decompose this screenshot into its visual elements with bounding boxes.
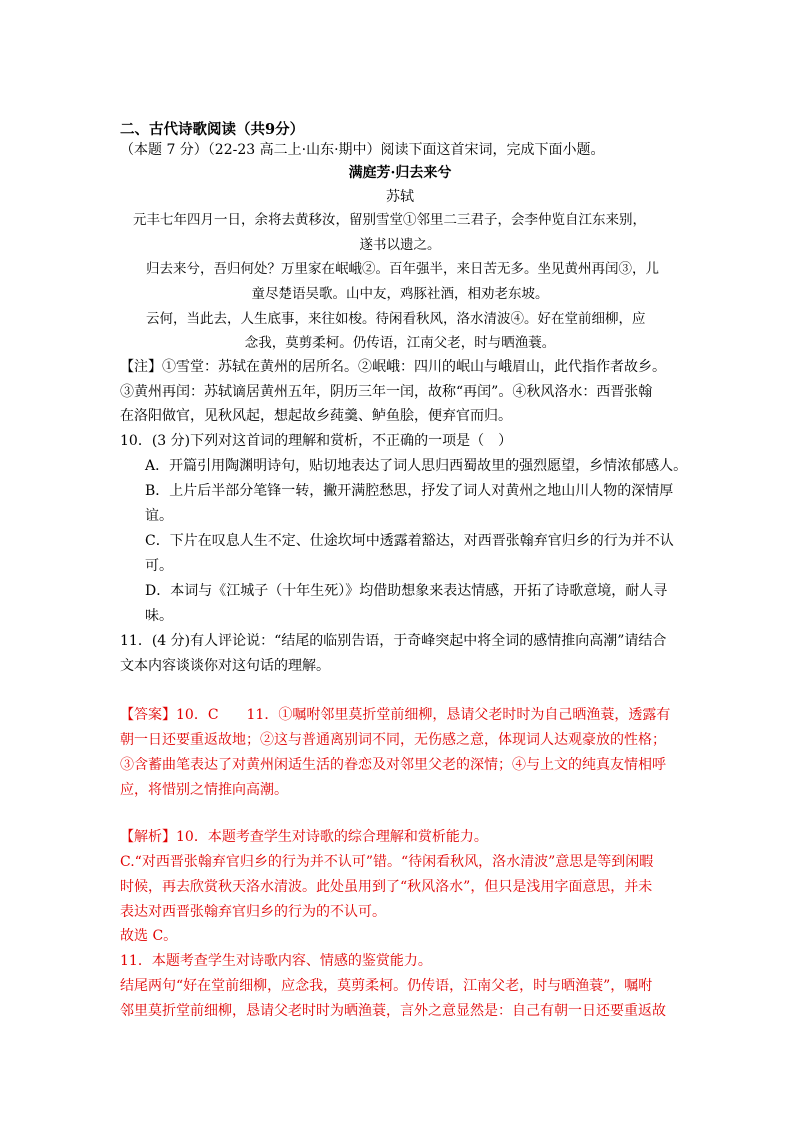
poem-stanza2-line: 云何，当此去，人生底事，来往如梭。待闲看秋风，洛水清波④。好在堂前细柳，应: [146, 311, 646, 327]
analysis-line: 表达对西晋张翰弃官归乡的行为的不认可。: [120, 904, 386, 920]
poem-stanza1-line: 童尽楚语吴歌。山中友，鸡豚社酒，相劝老东坡。: [251, 286, 549, 302]
question-10-option-b: B．上片后半部分笔锋一转，撇开满腔愁思，抒发了词人对黄州之地山川人物的深情厚: [145, 483, 674, 499]
section-heading: 二、古代诗歌阅读（共9分）: [120, 121, 305, 138]
answer-line: 应，将惜别之情推向高潮。: [120, 782, 288, 798]
answer-line: ③含蓄曲笔表达了对黄州闲适生活的眷恋及对邻里父老的深情；④与上文的纯真友情相呼: [120, 757, 666, 773]
poem-preface-line: 元丰七年四月一日，余将去黄移汝，留别雪堂①邻里二三君子，会李仲览自江东来别，: [133, 212, 646, 228]
note-line: 【注】①雪堂：苏轼在黄州的居所名。②岷峨：四川的岷山与峨眉山，此代指作者故乡。: [120, 359, 666, 375]
poem-stanza1-line: 归去来兮，吾归何处？万里家在岷峨②。百年强半，来日苦无多。坐见黄州再闰③，儿: [146, 261, 659, 277]
question-10-option-d: D．本词与《江城子（十年生死）》均借助想象来表达情感，开拓了诗歌意境，耐人寻: [145, 583, 668, 599]
question-10-option-d-cont: 味。: [145, 608, 173, 624]
analysis-line: 11．本题考查学生对诗歌内容、情感的鉴赏能力。: [120, 953, 432, 969]
note-line: ③黄州再闰：苏轼谪居黄州五年，阴历三年一闰，故称“再闰”。④秋风洛水：西晋张翰: [120, 384, 653, 400]
analysis-line: 时候，再去欣赏秋天洛水清波。此处虽用到了“秋风洛水”，但只是浅用字面意思，并未: [120, 879, 653, 895]
question-10-option-a: A．开篇引用陶渊明诗句，贴切地表达了词人思归西蜀故里的强烈愿望，乡情浓郁感人。: [145, 458, 688, 474]
note-line: 在洛阳做官，见秋风起，想起故乡莼羹、鲈鱼脍，便弃官而归。: [120, 408, 512, 424]
poem-title: 满庭芳·归去来兮: [348, 165, 452, 181]
answer-line: 【答案】10．C 11．①嘱咐邻里莫折堂前细柳，恳请父老时时为自己晒渔蓑，透露有: [120, 707, 671, 723]
question-10-option-c: C．下片在叹息人生不定、仕途坎坷中透露着豁达，对西晋张翰弃官归乡的行为并不认: [145, 533, 674, 549]
question-10-option-b-cont: 谊。: [145, 508, 173, 524]
analysis-line: C.“对西晋张翰弃官归乡的行为并不认可”错。“待闲看秋风，洛水清波”意思是等到闲暇: [120, 854, 654, 870]
answer-line: 朝一日还要重返故地；②这与普通离别词不同，无伤感之意，体现词人达观豪放的性格；: [120, 732, 666, 748]
question-10-option-c-cont: 可。: [145, 558, 173, 574]
question-11-stem: 11．(4 分)有人评论说：“结尾的临别告语，于奇峰突起中将全词的感情推向高潮”请结合: [120, 633, 667, 649]
poem-preface-line: 遂书以遗之。: [359, 237, 441, 253]
poem-stanza2-line: 念我，莫剪柔柯。仍传语，江南父老，时与晒渔蓑。: [244, 335, 556, 351]
analysis-line: 结尾两句“好在堂前细柳，应念我，莫剪柔柯。仍传语，江南父老，时与晒渔蓑”，嘱咐: [120, 978, 653, 994]
poem-author: 苏轼: [386, 189, 414, 205]
question-11-stem-cont: 文本内容谈谈你对这句话的理解。: [120, 658, 330, 674]
analysis-line: 【解析】10．本题考查学生对诗歌的综合理解和赏析能力。: [120, 829, 488, 845]
question-10-stem: 10．(3 分)下列对这首词的理解和赏析，不正确的一项是（ ）: [120, 433, 513, 449]
analysis-line: 邻里莫折堂前细柳，恳请父老时时为晒渔蓑，言外之意显然是：自己有朝一日还要重返故: [120, 1003, 666, 1019]
analysis-line: 故选 C。: [120, 928, 178, 944]
section-intro: （本题 7 分）（22-23 高二上·山东·期中）阅读下面这首宋词，完成下面小题。: [120, 142, 605, 158]
